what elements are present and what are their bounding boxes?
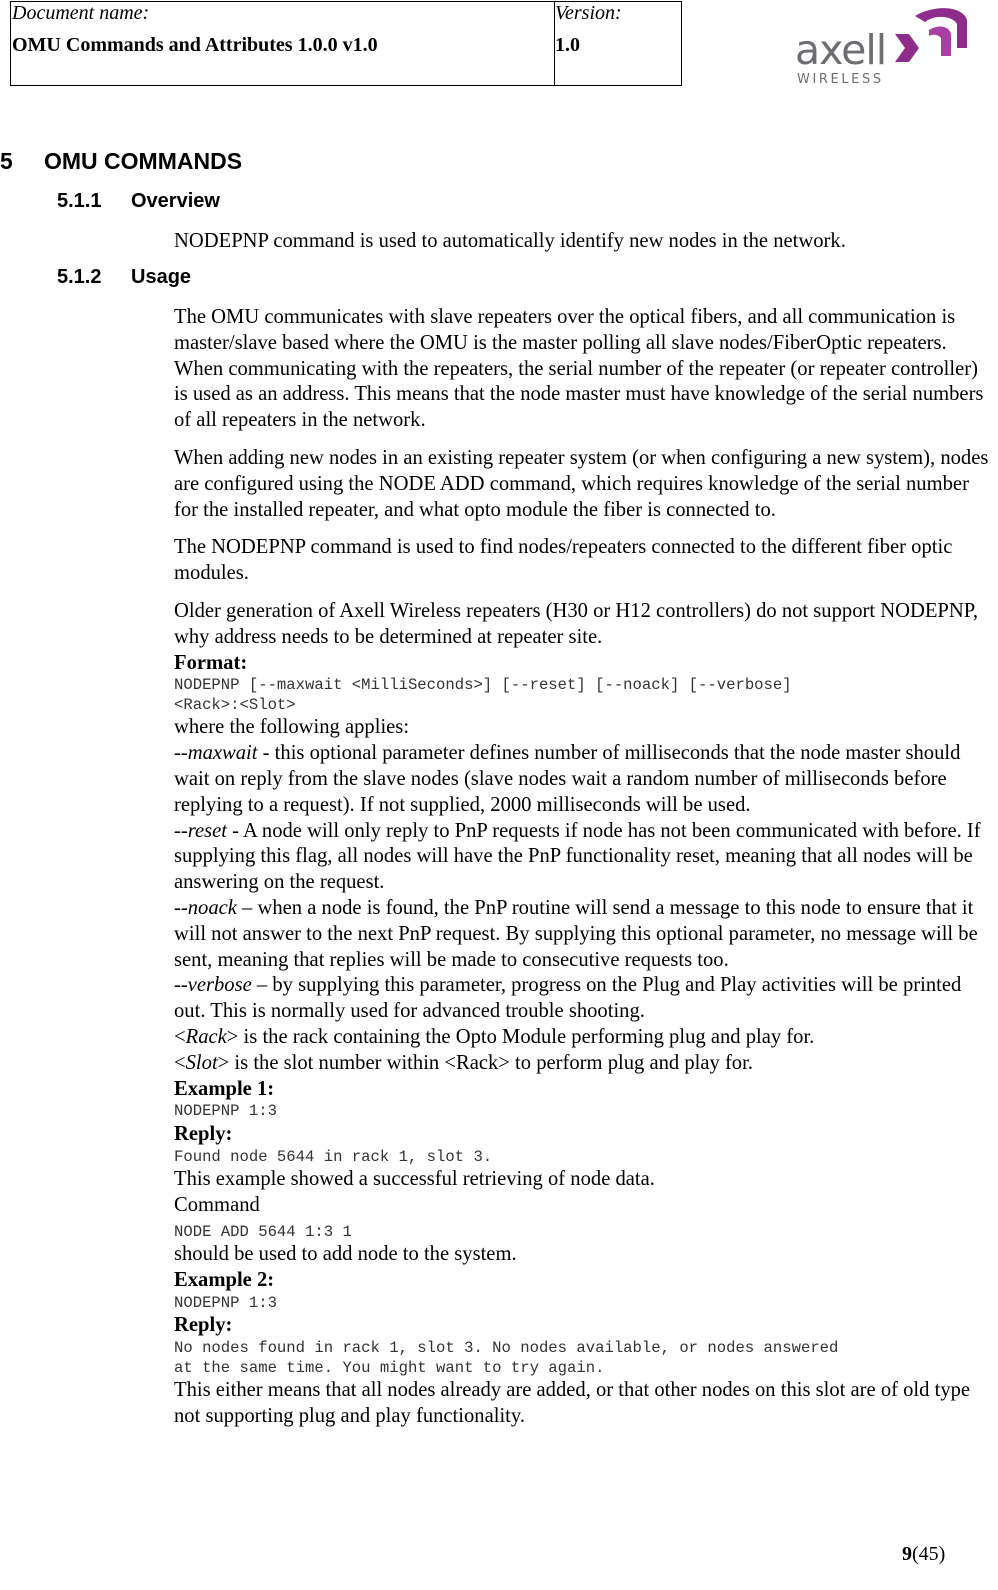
version-value: 1.0 — [555, 34, 580, 56]
example1-command-code: NODE ADD 5644 1:3 1 — [174, 1222, 352, 1241]
usage-body — [174, 305, 989, 1430]
example2-reply-code: No nodes found in rack 1, slot 3. No nodes available, or nodes answered at the same time. You might want to try again. — [174, 1339, 839, 1377]
param-name: verbose — [187, 974, 252, 997]
overview-heading — [57, 190, 220, 213]
section-number: 5 — [0, 148, 13, 174]
example1-command-label: Command — [174, 1193, 260, 1216]
param-maxwait — [174, 741, 989, 818]
logo-text: axell — [795, 26, 887, 74]
logo-swoosh-icon — [895, 0, 969, 70]
usage-title: Usage — [131, 266, 192, 288]
param-text: - this optional parameter defines number of milliseconds that the node master should wait on reply from the slave nodes (slave nodes wait a random number of milliseconds before replying to a request). If not supplied, 2000 milliseconds will be used. — [174, 742, 961, 816]
overview-title: Overview — [131, 190, 220, 212]
overview-text: NODEPNP command is used to automatically identify new nodes in the network. — [174, 230, 846, 252]
param-text: > is the rack containing the Opto Module performing plug and play for. — [226, 1025, 815, 1048]
param-text: > is the slot number within <Rack> to perform plug and play for. — [217, 1051, 753, 1074]
usage-paragraph-1: The OMU communicates with slave repeaters over the optical fibers, and all communication is master/slave based where the OMU is the master polling all slave nodes/FiberOptic repeaters. When communicating with the repeaters, the serial number of the repeater (or repeater controller) is used as an address. This means that the node master must have knowledge of the serial numbers of all repeaters in the network. — [174, 306, 984, 432]
example2-label: Example 2: — [174, 1269, 275, 1291]
param-rack — [174, 1025, 989, 1051]
param-prefix: < — [174, 1051, 186, 1074]
page-total: (45) — [912, 1543, 946, 1565]
param-reset — [174, 819, 989, 896]
param-name: maxwait — [187, 742, 258, 765]
axell-wireless-logo — [795, 0, 975, 92]
usage-paragraph-3: The NODEPNP command is used to find nodes/repeaters connected to the different fiber optic modules. — [174, 536, 953, 585]
param-verbose — [174, 973, 989, 1025]
param-slot — [174, 1051, 989, 1077]
format-label: Format: — [174, 651, 248, 674]
example2-after: This either means that all nodes already are added, or that other nodes on this slot are of old type not supporting plug and play functionality. — [174, 1379, 971, 1427]
param-noack — [174, 896, 989, 973]
example1-command-after: should be used to add node to the system. — [174, 1243, 517, 1266]
param-name: Slot — [185, 1051, 218, 1074]
usage-heading — [57, 266, 191, 289]
doc-name-label: Document name: — [12, 2, 150, 24]
overview-number: 5.1.1 — [57, 190, 102, 212]
example2-reply-label: Reply: — [174, 1314, 233, 1337]
param-text: – by supplying this parameter, progress on the Plug and Play activities will be printed out. This is normally used for advanced trouble shooting. — [174, 974, 962, 1023]
doc-name-value: OMU Commands and Attributes 1.0.0 v1.0 — [12, 34, 378, 56]
param-name: Rack — [185, 1025, 227, 1048]
version-label: Version: — [555, 2, 622, 24]
usage-number: 5.1.2 — [57, 266, 102, 288]
param-text: – when a node is found, the PnP routine will send a message to this node to ensure that it will not answer to the next PnP request. By supplying this optional parameter, no message will be sent, meaning that replies will be made to consecutive requests too. — [174, 896, 978, 971]
param-prefix: < — [174, 1025, 186, 1048]
example1-reply-code: Found node 5644 in rack 1, slot 3. — [174, 1147, 493, 1166]
usage-paragraph-2: When adding new nodes in an existing repeater system (or when configuring a new system), nodes are configured using the NODE ADD command, which requires knowledge of the serial number for the installed repeater, and what opto module the fiber is connected to. — [174, 446, 989, 521]
section-title: OMU COMMANDS — [44, 148, 243, 174]
example1-label: Example 1: — [174, 1077, 275, 1100]
usage-paragraph-4: Older generation of Axell Wireless repeaters (H30 or H12 controllers) do not support NODEPNP, why address needs to be determined at repeater site. — [174, 599, 979, 648]
document-header-table — [10, 1, 682, 86]
logo-subtext: WIRELESS — [797, 72, 884, 87]
page-number — [902, 1543, 945, 1566]
section-heading — [0, 148, 242, 175]
param-prefix: -- — [174, 742, 188, 765]
overview-body — [174, 229, 989, 255]
param-prefix: -- — [174, 896, 188, 919]
param-prefix: -- — [174, 819, 188, 842]
param-text: - A node will only reply to PnP requests if node has not been communicated with before. If supplying this flag, all nodes will have the PnP functionality reset, meaning that all nodes will be answering on the request. — [174, 819, 981, 894]
applies-text: where the following applies: — [174, 716, 410, 739]
param-prefix: -- — [174, 974, 188, 997]
page-current: 9 — [902, 1543, 912, 1565]
example1-code: NODEPNP 1:3 — [174, 1102, 277, 1121]
example2-code: NODEPNP 1:3 — [174, 1293, 277, 1312]
param-name: reset — [187, 819, 227, 842]
format-code: NODEPNP [--maxwait <MilliSeconds>] [--reset] [--noack] [--verbose] <Rack>:<Slot> — [174, 676, 792, 714]
param-name: noack — [187, 896, 237, 919]
example1-after: This example showed a successful retrieving of node data. — [174, 1168, 655, 1191]
example1-reply-label: Reply: — [174, 1122, 233, 1145]
